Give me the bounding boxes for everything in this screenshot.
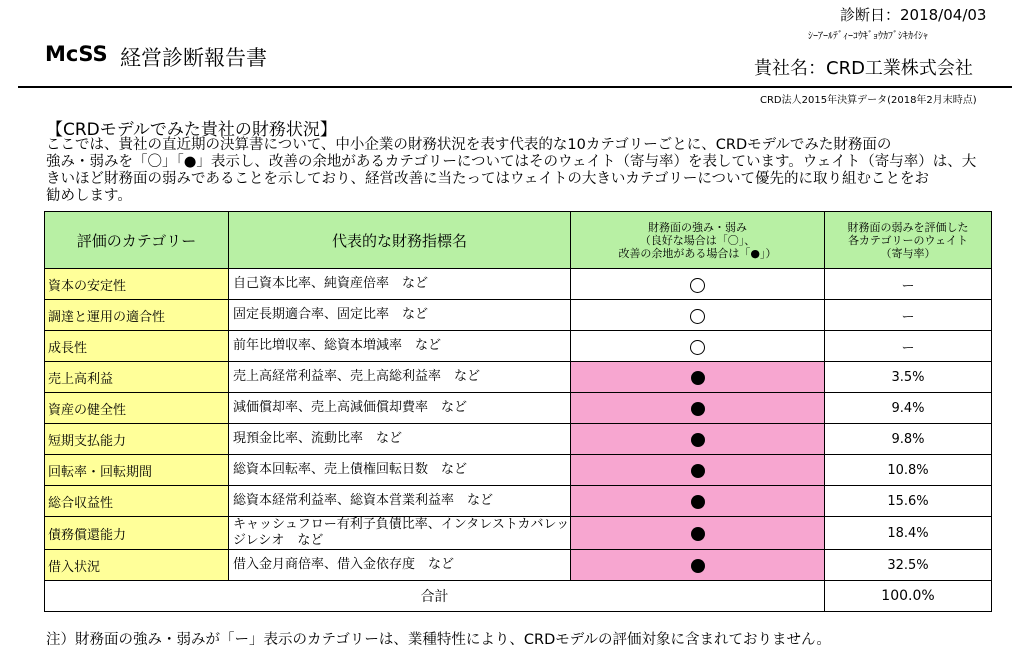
intro-line: 強み・弱みを「〇」「●」表示し、改善の余地があるカテゴリーについてはそのウェイト（寄与率）を表しています。ウェイト（寄与率）は、大 xyxy=(46,154,977,170)
indicator-cell: 総資本回転率、売上債権回転日数 など xyxy=(229,455,571,486)
header-strength xyxy=(571,212,825,269)
financial-status-table xyxy=(44,211,992,612)
total-row xyxy=(45,581,992,612)
intro-paragraph xyxy=(46,137,986,205)
empty-circle-icon xyxy=(690,309,705,324)
indicator-cell: 売上高経常利益率、売上高総利益率 など xyxy=(229,362,571,393)
weight-cell: ー xyxy=(825,300,992,331)
total-value: 100.0% xyxy=(825,581,992,612)
indicator-cell: 総資本経常利益率、総資本営業利益率 など xyxy=(229,486,571,517)
indicator-cell: キャッシュフロー有利子負債比率、インタレストカバレッジレシオ など xyxy=(229,517,571,550)
category-cell: 短期支払能力 xyxy=(45,424,229,455)
weight-cell: 9.8% xyxy=(825,424,992,455)
table-row xyxy=(45,331,992,362)
intro-line: 勧めします。 xyxy=(46,188,132,204)
filled-circle-icon xyxy=(691,495,705,509)
strength-cell xyxy=(571,550,825,581)
header-divider xyxy=(18,86,1012,88)
table-row xyxy=(45,550,992,581)
filled-circle-icon xyxy=(691,433,705,447)
table-row xyxy=(45,393,992,424)
header-weight-line: （寄与率） xyxy=(880,246,936,260)
diagnosis-date: 診断日：2018/04/03 xyxy=(840,6,987,24)
header-weight-line: 各カテゴリーのウェイト xyxy=(847,233,969,247)
table-row xyxy=(45,269,992,300)
header-strength-line: 財務面の強み・弱み xyxy=(648,220,747,234)
table-row xyxy=(45,455,992,486)
indicator-cell: 減価償却率、売上高減価償却費率 など xyxy=(229,393,571,424)
header-weight-line: 財務面の弱みを評価した xyxy=(847,220,969,234)
intro-line: ここでは、貴社の直近期の決算書について、中小企業の財務状況を表す代表的な10カテゴリーごとに、CRDモデルでみた財務面の xyxy=(46,137,892,153)
strength-cell xyxy=(571,517,825,550)
company-name: 貴社名：CRD工業株式会社 xyxy=(754,58,973,79)
category-cell: 総合収益性 xyxy=(45,486,229,517)
indicator-cell: 固定長期適合率、固定比率 など xyxy=(229,300,571,331)
filled-circle-icon xyxy=(691,527,705,541)
strength-cell xyxy=(571,362,825,393)
report-title: 経営診断報告書 xyxy=(120,46,267,70)
indicator-cell: 前年比増収率、総資本増減率 など xyxy=(229,331,571,362)
weight-cell: 3.5% xyxy=(825,362,992,393)
category-cell: 売上高利益 xyxy=(45,362,229,393)
filled-circle-icon xyxy=(691,559,705,573)
header-weight xyxy=(825,212,992,269)
category-cell: 成長性 xyxy=(45,331,229,362)
header-strength-line: （良好な場合は「〇」、 xyxy=(639,233,756,247)
header-indicator: 代表的な財務指標名 xyxy=(229,212,571,269)
table-row xyxy=(45,362,992,393)
filled-circle-icon xyxy=(691,464,705,478)
category-cell: 回転率・回転期間 xyxy=(45,455,229,486)
strength-cell xyxy=(571,455,825,486)
indicator-cell: 借入金月商倍率、借入金依存度 など xyxy=(229,550,571,581)
footnote: 注）財務面の強み・弱みが「ー」表示のカテゴリーは、業種特性により、CRDモデルの評価対象に含まれておりません。 xyxy=(46,632,831,648)
category-cell: 資本の安定性 xyxy=(45,269,229,300)
filled-circle-icon xyxy=(691,371,705,385)
total-label: 合計 xyxy=(45,581,825,612)
table-row xyxy=(45,486,992,517)
section-heading: 【CRDモデルでみた貴社の財務状況】 xyxy=(46,120,337,140)
header-strength-line: 改善の余地がある場合は「●」） xyxy=(618,246,777,260)
table-row xyxy=(45,300,992,331)
strength-cell xyxy=(571,269,825,300)
strength-cell xyxy=(571,331,825,362)
weight-cell: 32.5% xyxy=(825,550,992,581)
strength-cell xyxy=(571,300,825,331)
data-source-note: CRD法人2015年決算データ(2018年2月末時点) xyxy=(760,95,977,106)
table-body xyxy=(45,269,992,581)
intro-line: きいほど財務面の弱みであることを示しており、経営改善に当たってはウェイトの大きいカテゴリーについて優先的に取り組むことをお xyxy=(46,171,930,187)
filled-circle-icon xyxy=(691,402,705,416)
category-cell: 資産の健全性 xyxy=(45,393,229,424)
indicator-cell: 現預金比率、流動比率 など xyxy=(229,424,571,455)
category-cell: 債務償還能力 xyxy=(45,517,229,550)
weight-cell: ー xyxy=(825,331,992,362)
mcss-logo: McSS xyxy=(45,42,108,66)
weight-cell: ー xyxy=(825,269,992,300)
weight-cell: 9.4% xyxy=(825,393,992,424)
empty-circle-icon xyxy=(690,340,705,355)
indicator-cell: 自己資本比率、純資産倍率 など xyxy=(229,269,571,300)
empty-circle-icon xyxy=(690,278,705,293)
category-cell: 借入状況 xyxy=(45,550,229,581)
table-row xyxy=(45,424,992,455)
weight-cell: 18.4% xyxy=(825,517,992,550)
strength-cell xyxy=(571,486,825,517)
header-category: 評価のカテゴリー xyxy=(45,212,229,269)
weight-cell: 15.6% xyxy=(825,486,992,517)
company-name-kana: ｼｰｱｰﾙﾃﾞｨｰｺｳｷﾞｮｳｶﾌﾞｼｷｶｲｼｬ xyxy=(808,31,928,42)
strength-cell xyxy=(571,424,825,455)
strength-cell xyxy=(571,393,825,424)
table-row xyxy=(45,517,992,550)
category-cell: 調達と運用の適合性 xyxy=(45,300,229,331)
weight-cell: 10.8% xyxy=(825,455,992,486)
